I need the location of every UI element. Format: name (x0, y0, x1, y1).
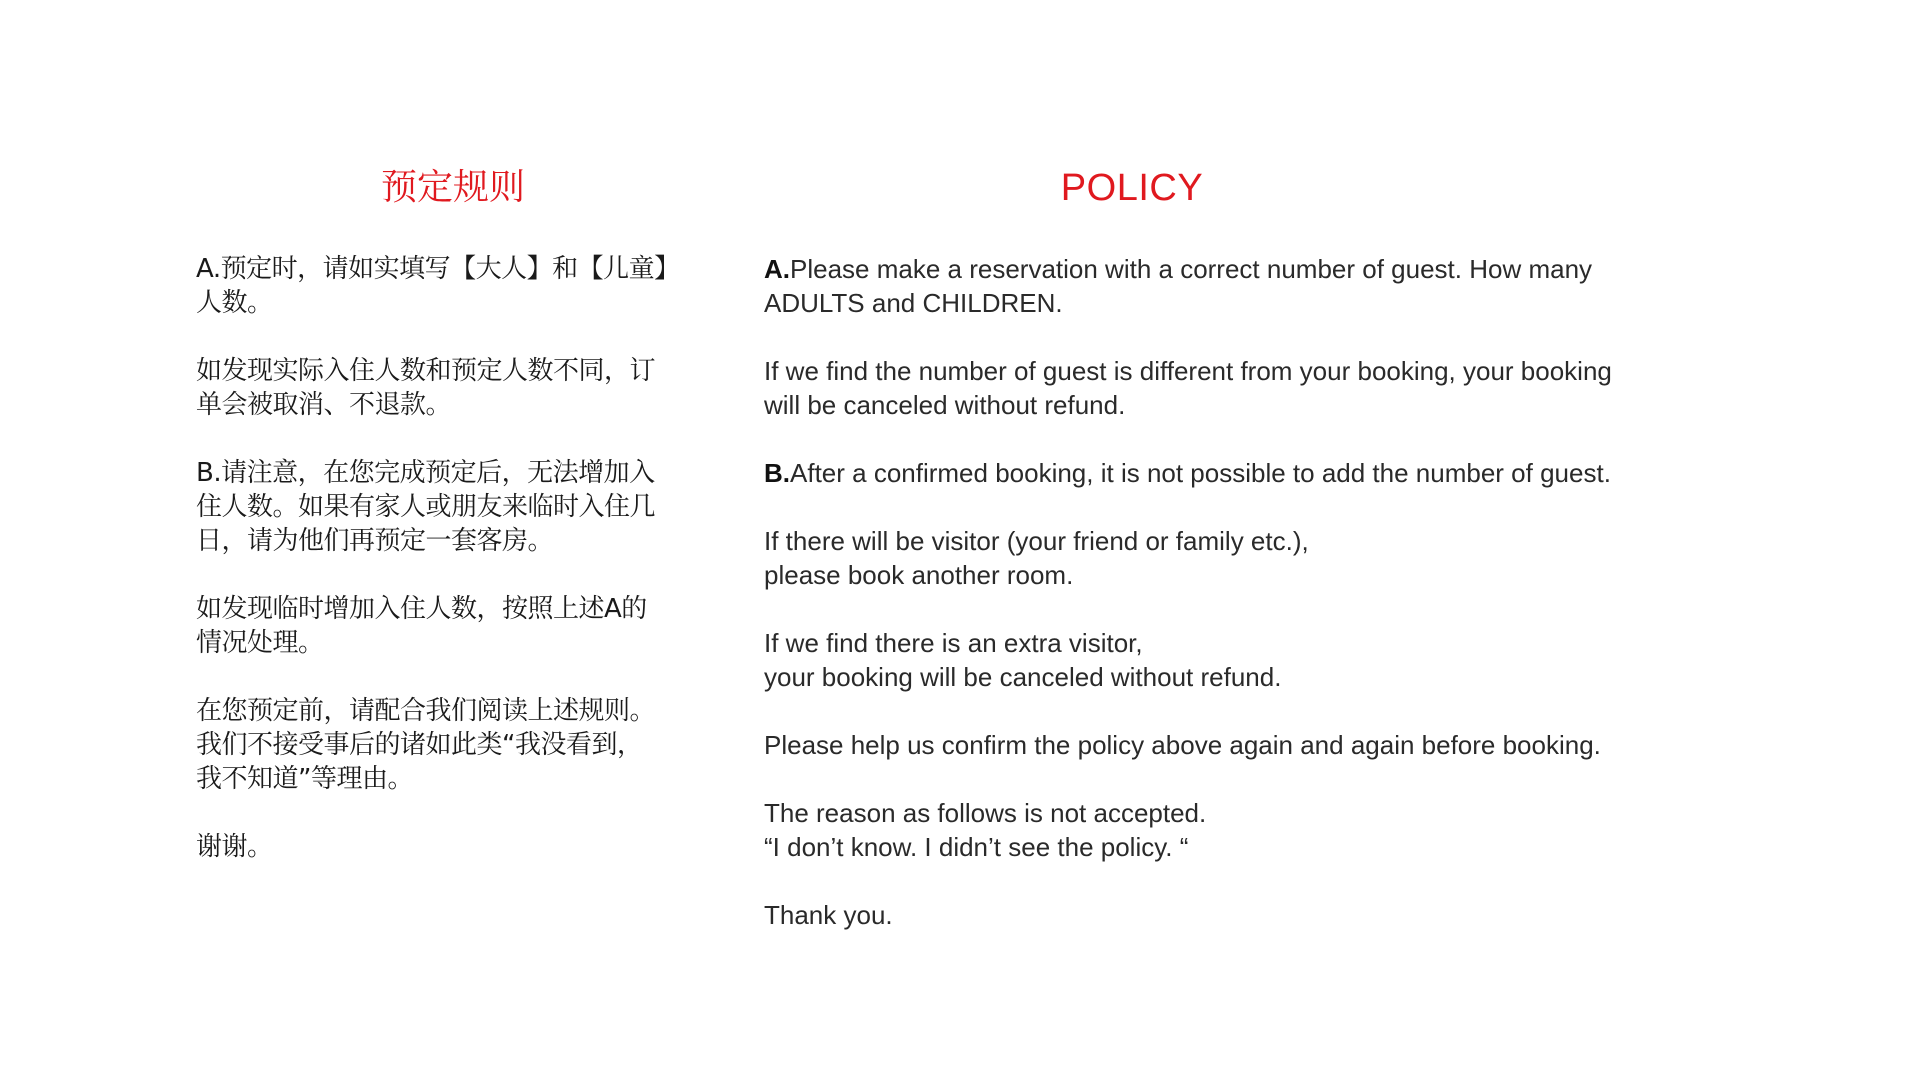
en-rule-a-consequence: If we find the number of guest is different from your booking, your booking will be canceled without refund. (764, 356, 1612, 420)
en-rule-a-label: A. (764, 254, 790, 284)
english-policy-column (764, 162, 1774, 966)
en-rule-a-text: Please make a reservation with a correct number of guest. How many ADULTS and CHILDREN. (764, 254, 1593, 318)
en-confirm-request: Please help us confirm the policy above again and again before booking. (764, 730, 1601, 760)
en-rule-a (764, 252, 1774, 320)
zh-rule-b-consequence: 如发现临时增加入住人数，按照上述A的 情况处理。 (196, 594, 647, 658)
en-reason-not-accepted: The reason as follows is not accepted. “I don’t know. I didn’t see the policy. “ (764, 798, 1207, 862)
en-rule-b (764, 456, 1774, 490)
chinese-policy-column (196, 162, 736, 898)
zh-thanks: 谢谢。 (196, 832, 273, 862)
chinese-policy-title: 预定规则 (380, 167, 525, 208)
en-rule-b-text: After a confirmed booking, it is not possible to add the number of guest. (790, 458, 1611, 488)
zh-rule-a-consequence: 如发现实际入住人数和预定人数不同，订 单会被取消、不退款。 (196, 356, 656, 420)
zh-rule-b: B.请注意，在您完成预定后，无法增加入 住人数。如果有家人或朋友来临时入住几 日，请为他们再预定一套客房。 (196, 458, 656, 556)
en-extra-visitor-consequence: If we find there is an extra visitor, your booking will be canceled without refund. (764, 628, 1282, 692)
zh-rule-a: A.预定时，请如实填写【大人】和【儿童】 人数。 (196, 254, 680, 318)
en-thanks: Thank you. (764, 900, 893, 930)
english-policy-title: POLICY (1060, 167, 1204, 209)
zh-read-notice: 在您预定前，请配合我们阅读上述规则。 我们不接受事后的诸如此类“我没看到， 我不知道”等理由。 (196, 696, 656, 794)
en-rule-b-label: B. (764, 458, 790, 488)
en-visitor-notice: If there will be visitor (your friend or family etc.), please book another room. (764, 526, 1309, 590)
